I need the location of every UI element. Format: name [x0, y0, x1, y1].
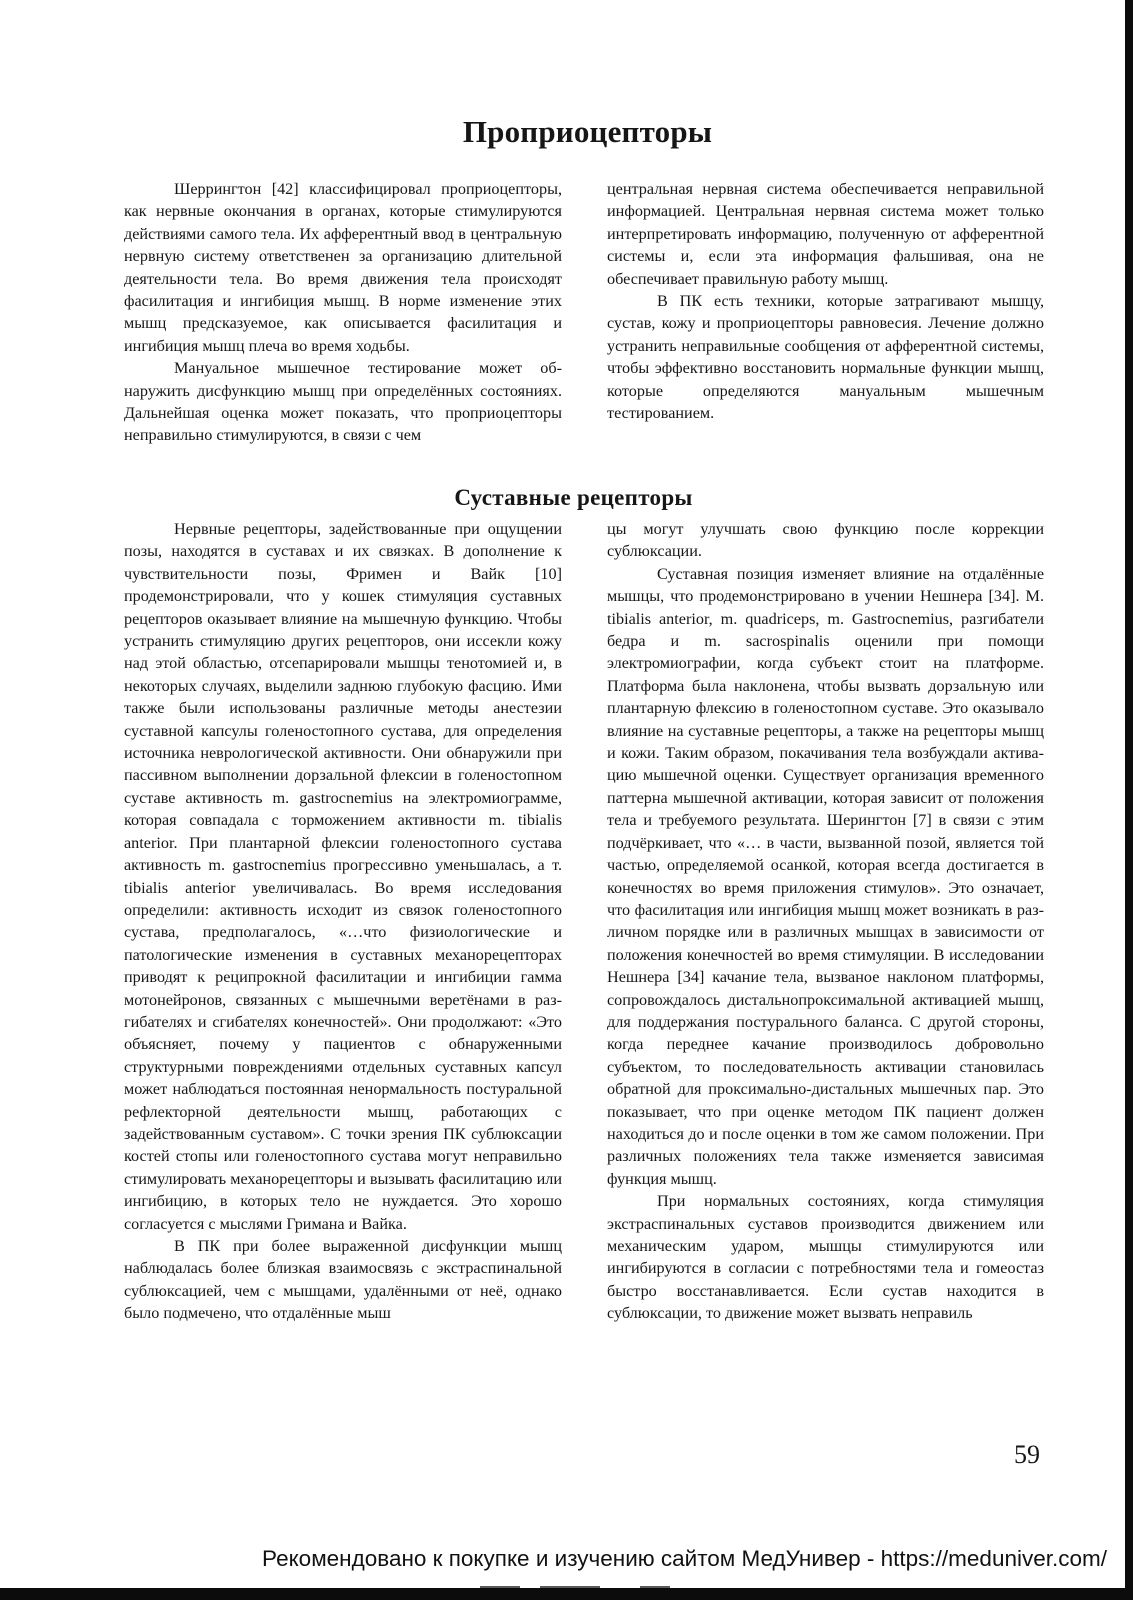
- column-bottom-left: [124, 518, 562, 1325]
- paragraph: Нервные рецепторы, задействованные при ощущении позы, находятся в суставах и их связках. В дополнение к чувствительности позы, Фримен и Вайк [10] продемонстрировали, что у кошек стимуляция суставных рецепторов оказывает влияние на мышечную функцию. Чтобы устранить стимуляцию других рецепторов, они иссекли кожу над этой областью, отсепарировали мышцы тенотомией и, в некоторых случаях, выделили заднюю глубокую фасцию. Ими также были использованы различные методы анестезии суставной капсулы голеностопного сустава, для определения источника неврологической активности. Они обнаружили при пассивном выполнении дорзальной флексии в голеностопном суставе активность m. gastrocnemius на электромиограмме, которая совпадала с торможением активности m. tibialis anterior. При плантарной флексии голеностопного сустава активность m. gastrocnemius прогрессивно уменьшалась, а т. tibialis anterior увеличивалась. Во время исследования определили: активность исходит из связок голеностопного сустава, предполагалось, «…что физиологические и патологические изменения в суставных механорецепторах приводят к реципрокной фасилитации и ингибиции гамма мотонейронов, связанных с мышечными веретёнами в разгибателях и сгибателях конечностей». Они продолжают: «Это объясняет, почему у пациентов с обнаруженными структурными повреждениями отдельных суставных капсул может наблюдаться постоянная ненормальность постуральной рефлекторной деятельности мышц, работающих с задействованным суставом». С точки зрения ПК сублюксации костей стопы или голеностопного сустава могут неправильно стимулировать механорецепторы и вызывать фасилитацию или ингибицию, в которых тело не нуждается. Это хорошо согласуется с мыслями Гримана и Вайка.: [124, 520, 562, 1233]
- column-top-left: [124, 178, 562, 447]
- column-bottom-right: [607, 518, 1044, 1325]
- page-title: Проприоцепторы: [462, 114, 713, 149]
- paragraph: В ПК есть техники, которые затрагивают мышцу, сустав, кожу и проприоцепторы равновесия. Лечение должно устранить неправильные сообщения от афферентной системы, чтобы эффективно восстановить нормальные функции мышц, которые определяются мануальным мышечным тестированием.: [607, 292, 1044, 423]
- scan-mark: [480, 1586, 520, 1588]
- scan-mark: [540, 1586, 600, 1588]
- column-top-right: [607, 178, 1044, 424]
- footer-recommendation: Рекомендовано к покупке и изучению сайтом МедУнивер - https://meduniver.com/: [262, 1546, 1107, 1571]
- section-heading: Суставные рецепторы: [454, 485, 693, 510]
- paragraph: При нормальных состояниях, когда стимуляция экстраспинальных суставов производится движением или механическим ударом, мышцы стимулируются или ингибируются в согласии с потребностями тела и гомеостаз быстро восстанавливается. Если сустав находится в сублюксации, то движение может вызвать неправиль: [607, 1192, 1044, 1323]
- paragraph: В ПК при более выраженной дисфункции мышц наблюдалась более близкая взаимосвязь с экстраспинальной сублюксацией, чем с мышцами, удалёнными от неё, однако было подмечено, что отдалённые мыш: [124, 1237, 562, 1323]
- page-number: 59: [1014, 1440, 1040, 1469]
- paragraph: Суставная позиция изменяет влияние на отдалённые мышцы, что продемонстрировано в учении Нешнера [34]. M. tibialis anterior, m. quadriceps, m. Gastrocnemius, разгибатели бедра и m. sacrospinalis оценили при помощи электромиографии, когда субъект стоит на платформе. Платформа была наклонена, чтобы вызвать дорзальную или плантарную флексию в голеностопном суставе. Это оказывало влияние на суставные рецепторы, а также на рецепторы мышц и кожи. Таким образом, покачивания тела возбуждали активацию мышечной оценки. Существует организация временного паттерна мышечной активации, которая зависит от положения тела и требуемого результата. Шерингтон [7] в связи с этим подчёркивает, что «… в части, вызванной позой, является той частью, определяемой осанкой, которая всегда достигается в конечностях во время приложения стимулов». Это означает, что фасилитация или ингибиция мышц может возникать в различном порядке или в различных мышцах в зависимости от положения конечностей во время стимуляции. В исследовании Нешнера [34] качание тела, вызваное наклоном платформы, сопровождалось дистальнопроксимальной активацией мышц, для поддержания постурального баланса. С другой стороны, когда переднее качание производилось добровольно субъектом, то последовательность активации становилась обратной для проксимально-дистальных мышечных пар. Это показывает, что при оценке методом ПК пациент должен находиться до и после оценки в том же самом положении. При различных положениях тела также изменяется зависимая функция мышц.: [607, 564, 1044, 1188]
- paragraph: центральная нервная система обеспечивается неправильной информацией. Центральная нервная система может только интерпретировать информацию, полученную от афферентной системы и, если эта информация фальшивая, она не обеспечивает правильную работу мышц.: [607, 180, 1044, 288]
- paragraph: Мануальное мышечное тестирование может обнаружить дисфункцию мышц при определённых состояниях. Дальнейшая оценка может показать, что проприоцепторы неправильно стимулируются, в связи с чем: [124, 359, 562, 445]
- scan-mark: [640, 1586, 670, 1588]
- scan-edge-right: [1125, 0, 1133, 1600]
- scan-edge-bottom: [0, 1588, 1133, 1600]
- paragraph: Шеррингтон [42] классифицировал проприоцепторы, как нервные окончания в органах, которые стимулируются действиями самого тела. Их афферентный ввод в центральную нервную систему ответственен за организацию длительной деятельности тела. Во время движения тела происходят фасилитация и ингибиция мышц. В норме изменение этих мышц предсказуемое, как описывается фасилитация и ингибиция мышц плеча во время ходьбы.: [124, 180, 562, 355]
- paragraph: цы могут улучшать свою функцию после коррекции сублюксации.: [607, 520, 1044, 561]
